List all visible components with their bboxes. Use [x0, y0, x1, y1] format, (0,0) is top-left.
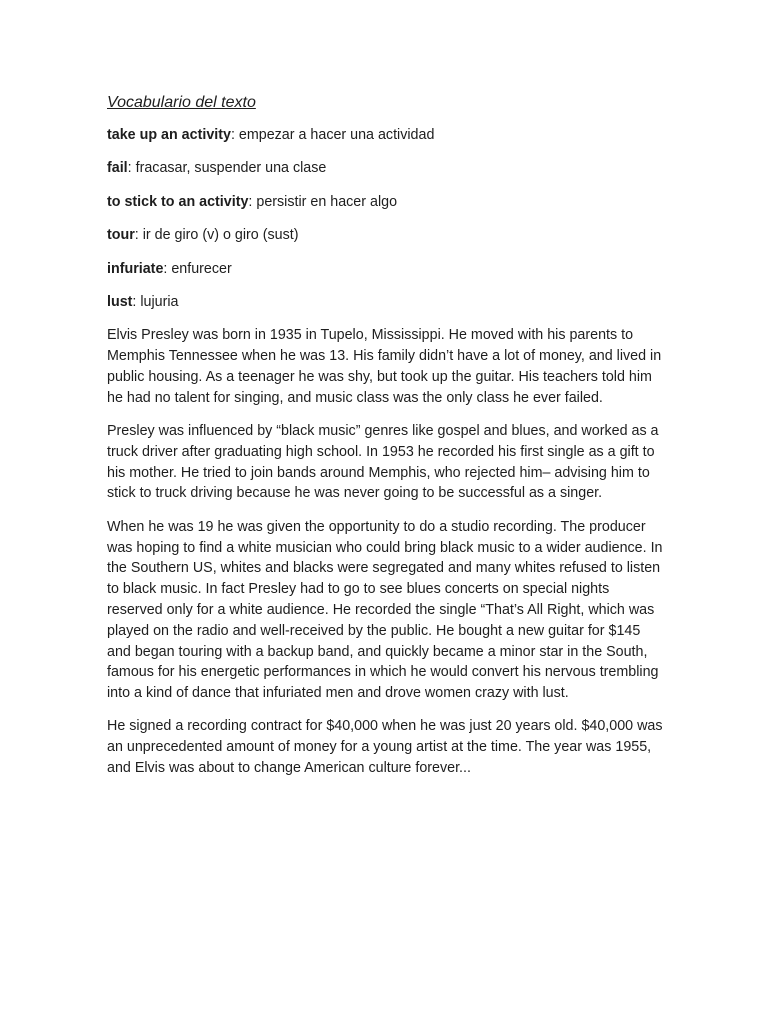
- vocabulary-definition: : fracasar, suspender una clase: [127, 160, 327, 177]
- vocabulary-list: [107, 125, 663, 313]
- body-paragraph: Elvis Presley was born in 1935 in Tupelo, Mississippi. He moved with his parents to Memphis Tennessee when he was 13. His family didn’t have a lot of money, and lived in public housing. As a teenager he was shy, but took up the guitar. His teachers told him he had no talent for singing, and music class was the only class he ever failed.: [107, 327, 662, 406]
- vocabulary-term: to stick to an activity: [107, 193, 249, 210]
- vocabulary-definition: : persistir en hacer algo: [248, 193, 398, 210]
- vocabulary-term: fail: [107, 160, 128, 177]
- document-page: [107, 92, 663, 791]
- vocabulary-definition: : lujuria: [132, 293, 179, 310]
- vocabulary-definition: : ir de giro (v) o giro (sust): [134, 227, 299, 244]
- vocabulary-term: infuriate: [107, 260, 164, 277]
- vocabulary-item: [107, 225, 663, 246]
- vocabulary-definition: : empezar a hacer una actividad: [230, 127, 435, 143]
- body-paragraph: He signed a recording contract for $40,000 when he was just 20 years old. $40,000 was an unprecedented amount of money for a young artist at the time. The year was 1955, and Elvis was about to change American culture forever...: [107, 718, 663, 776]
- vocabulary-item: [107, 192, 663, 213]
- vocabulary-item: [107, 158, 663, 179]
- vocabulary-definition: : enfurecer: [163, 260, 232, 277]
- vocabulary-term: take up an activity: [107, 127, 231, 143]
- body-paragraph: Presley was influenced by “black music” genres like gospel and blues, and worked as a truck driver after graduating high school. In 1953 he recorded his first single as a gift to his mother. He tried to join bands around Memphis, who rejected him– advising him to stick to truck driving because he was never going to be successful as a singer.: [107, 423, 659, 502]
- document-title: Vocabulario del texto: [107, 94, 256, 111]
- vocabulary-item: [107, 259, 663, 280]
- vocabulary-term: lust: [107, 293, 133, 310]
- vocabulary-item: [107, 292, 663, 313]
- vocabulary-term: tour: [107, 227, 135, 244]
- body-paragraph: When he was 19 he was given the opportunity to do a studio recording. The producer was hoping to find a white musician who could bring black music to a wider audience. In the Southern US, whites and blacks were segregated and many whites refused to listen to black music. In fact Presley had to go to see blues concerts on special nights reserved only for a white audience. He recorded the single “That’s All Right, which was played on the radio and well-received by the public. He bought a new guitar for $145 and began touring with a backup band, and quickly became a minor star in the South, famous for his energetic performances in which he would convert his nervous trembling into a kind of dance that infuriated men and drove women crazy with lust.: [107, 518, 663, 702]
- vocabulary-item: [107, 125, 663, 146]
